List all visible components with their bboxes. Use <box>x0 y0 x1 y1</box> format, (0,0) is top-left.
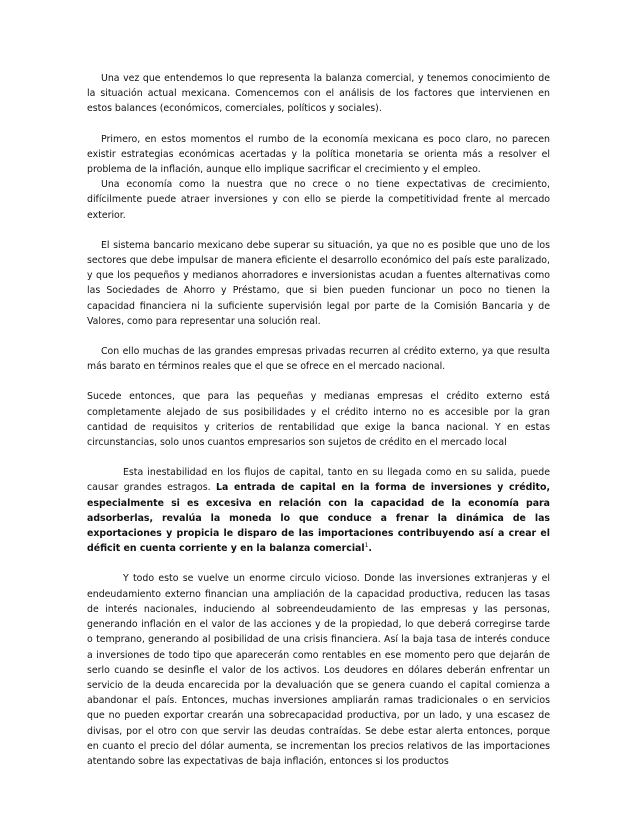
paragraph-balanza-comercial: Una vez que entendemos lo que representa la balanza comercial, y tenemos conocimiento de la situación actual mexicana. Comencemos con el análisis de los factores que intervienen en estos balances (económicos, comerciales, políticos y sociales). <box>87 73 550 115</box>
paragraph-pequenas-empresas: Sucede entonces, que para las pequeñas y medianas empresas el crédito externo está completamente alejado de sus posibilidades y el crédito interno no es accesible por la gran cantidad de requisitos y criterios de rentabilidad que exige la banca nacional. Y en estas circunstancias, solo unos cuantos empresarios son sujetos de crédito en el mercado local <box>87 391 550 449</box>
paragraph-economia-no-crece: Una economía como la nuestra que no crece o no tiene expectativas de crecimiento, difícilmente puede atraer inversiones y con ello se pierde la competitividad frente al mercado exterior. <box>87 179 550 221</box>
paragraph-inestabilidad-capital <box>87 465 550 556</box>
paragraph-sistema-bancario: El sistema bancario mexicano debe superar su situación, ya que no es posible que uno de los sectores que debe impulsar de manera eficiente el desarrollo económico del país este paralizado, y que los pequeños y medianos ahorradores e inversionistas acudan a fuentes alternativas como las Sociedades de Ahorro y Préstamo, que si bien pueden funcionar un poco no tienen la capacidad financiera ni la suficiente supervisión legal por parte de la Comisión Bancaria y de Valores, como para representar una solución real. <box>87 239 550 327</box>
inestabilidad-bold-text: La entrada de capital en la forma de inversiones y crédito, especialmente si es excesiva en relación con la capacidad de la economía para adsorberlas, revalúa la moneda lo que conduce a frenar la dinámica de las exportaciones y propicia le disparo de las importaciones contribuyendo así a crear el déficit en cuenta corriente y en la balanza comercial <box>87 482 551 555</box>
document-body <box>87 71 550 769</box>
inestabilidad-end: . <box>368 543 372 555</box>
inestabilidad-plain-text: Esta inestabilidad en los flujos de capital, tanto en su llegada como en su salida, puede causar grandes estragos. <box>87 467 550 494</box>
paragraph-circulo-vicioso: Y todo esto se vuelve un enorme circulo vicioso. Donde las inversiones extranjeras y el endeudamiento externo financian una ampliación de la capacidad productiva, reducen las tasas de interés nacionales, induciendo al sobreendeudamiento de las empresas y las personas, generando inflación en el valor de las acciones y de la propiedad, lo que deberá corregirse tarde o temprano, generando al posibilidad de una crisis financiera. Así la baja tasa de interés conduce a inversiones de todo tipo que aparecerán como rentables en ese momento pero que dejarán de serlo cuando se desinfle el valor de los activos. Los deudores en dólares deberán enfrentar un servicio de la deuda encarecida por la devaluación que se genera cuando el capital comienza a abandonar el país. Entonces, muchas inversiones ampliarán ramas tradicionales o en servicios que no pueden exportar crearán una sobrecapacidad productiva, por un lado, y una escasez de divisas, por el otro con que servir las deudas contraídas. Se debe estar alerta entonces, porque en cuanto el precio del dólar aumenta, se incrementan los precios relativos de las importaciones atentando sobre las expectativas de baja inflación, entonces si los productos <box>87 573 550 767</box>
paragraph-rumbo-economia: Primero, en estos momentos el rumbo de la economía mexicana es poco claro, no parecen existir estrategias económicas acertadas y la política monetaria se orienta más a resolver el problema de la inflación, aunque ello implique sacrificar el crecimiento y el empleo. <box>87 133 550 176</box>
footnote-mark: 1 <box>364 542 369 550</box>
paragraph-credito-externo: Con ello muchas de las grandes empresas privadas recurren al crédito externo, ya que resulta más barato en términos reales que el que se ofrece en el mercado nacional. <box>87 346 550 373</box>
